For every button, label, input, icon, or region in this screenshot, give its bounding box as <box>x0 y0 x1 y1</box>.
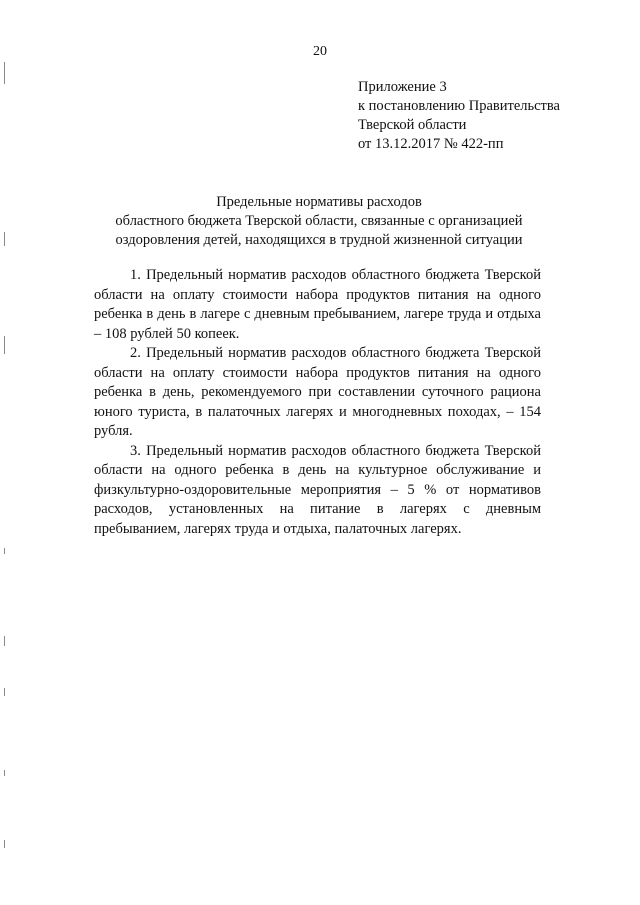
title-line: Предельные нормативы расходов <box>216 194 422 210</box>
paragraph: 3. Предельный норматив расходов областного бюджета Тверской области на одного ребенка в день на культурное обслуживание и физкультурно-оздоровительные мероприятия – 5 % от нормативов расходов, установленных на питание в лагерях с дневным пребыванием, лагерях труда и отдыха, палаточных лагерях. <box>94 442 541 537</box>
title-line: оздоровления детей, находящихся в трудной жизненной ситуации <box>115 232 523 248</box>
appendix-line: Приложение 3 <box>358 79 447 95</box>
document-body <box>94 266 541 539</box>
appendix-line: Тверской области <box>358 117 467 133</box>
paragraph: 1. Предельный норматив расходов областного бюджета Тверской области на оплату стоимости набора продуктов питания на одного ребенка в день в лагере с дневным пребыванием, лагере труда и отдыха – 108 рублей 50 копеек. <box>94 267 541 342</box>
page-number: 20 <box>313 44 327 59</box>
paragraph: 2. Предельный норматив расходов областного бюджета Тверской области на оплату стоимости набора продуктов питания на одного ребенка в день, рекомендуемого при составлении суточного рациона юного туриста, в палаточных лагерях и многодневных походах, – 154 рубля. <box>94 345 541 439</box>
title-line: областного бюджета Тверской области, связанные с организацией <box>115 213 523 229</box>
scan-margin-marks <box>0 0 14 905</box>
appendix-line: от 13.12.2017 № 422-пп <box>358 136 504 152</box>
document-title <box>96 193 542 250</box>
appendix-block <box>358 78 560 154</box>
appendix-line: к постановлению Правительства <box>358 98 560 114</box>
